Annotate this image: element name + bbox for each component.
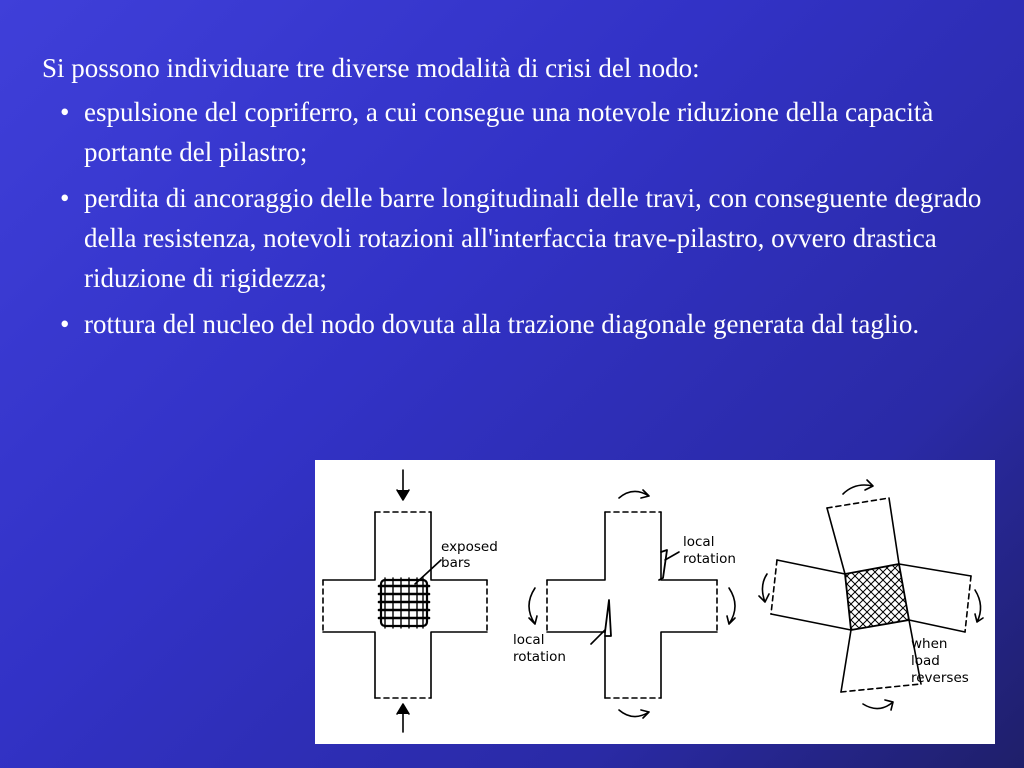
down-arrow-icon: [397, 470, 409, 500]
label-when: when: [911, 636, 948, 652]
bullet-text: rottura del nucleo del nodo dovuta alla trazione diagonale generata dal taglio.: [84, 309, 920, 339]
column-above: [827, 498, 899, 574]
beam-left: [771, 560, 851, 630]
joint-failure-figure: [315, 460, 995, 744]
intro-text: Si possono individuare tre diverse modalità di crisi del nodo:: [42, 53, 700, 83]
exposed-bars-cage: [379, 578, 429, 628]
label-rotation: rotation: [683, 551, 736, 567]
section-cut-lines: [605, 512, 661, 698]
bullet-text: perdita di ancoraggio delle barre longitudinali delle travi, con conseguente degrado della resistenza, notevoli rotazioni all'interfaccia trave-pilastro, ovvero drastica riduzione di rigidezza;: [84, 183, 982, 293]
label-exposed: exposed: [441, 539, 498, 555]
list-item: [42, 304, 982, 344]
section-cut-lines: [323, 580, 487, 632]
label-rotation: rotation: [513, 649, 566, 665]
diagram-local-rotation: [513, 490, 736, 718]
diagram-exposed-bars: [323, 470, 498, 732]
label-local: local: [513, 632, 545, 648]
failure-mode-list: [42, 92, 982, 344]
list-item: [42, 92, 982, 172]
list-item: [42, 178, 982, 298]
slide-content: [42, 50, 982, 350]
rotation-arrow-icon: [619, 490, 649, 498]
bullet-text: espulsione del copriferro, a cui consegue una notevole riduzione della capacità portante del pilastro;: [84, 97, 934, 167]
rotation-arrow-icon: [619, 710, 649, 718]
label-load: load: [911, 653, 940, 669]
diagram-load-reversal: [759, 480, 983, 710]
section-cut-lines: [547, 580, 717, 632]
rotation-arrow-icon: [843, 480, 873, 494]
label-local: local: [683, 534, 715, 550]
label-reverses: reverses: [911, 670, 969, 686]
cracked-joint-core: [845, 564, 909, 630]
bullet-marker: •: [60, 97, 70, 127]
rotation-arrow-icon: [727, 588, 735, 624]
rotation-arrow-icon: [975, 590, 983, 622]
rotation-arrow-icon: [759, 574, 769, 602]
column-below: [841, 620, 921, 692]
label-bars: bars: [441, 555, 471, 571]
bullet-marker: •: [60, 309, 70, 339]
up-arrow-icon: [397, 704, 409, 732]
rotation-arrow-icon: [863, 700, 893, 710]
rotation-arrow-icon: [529, 588, 537, 624]
bullet-marker: •: [60, 183, 70, 213]
crack-bottom: [605, 600, 611, 636]
